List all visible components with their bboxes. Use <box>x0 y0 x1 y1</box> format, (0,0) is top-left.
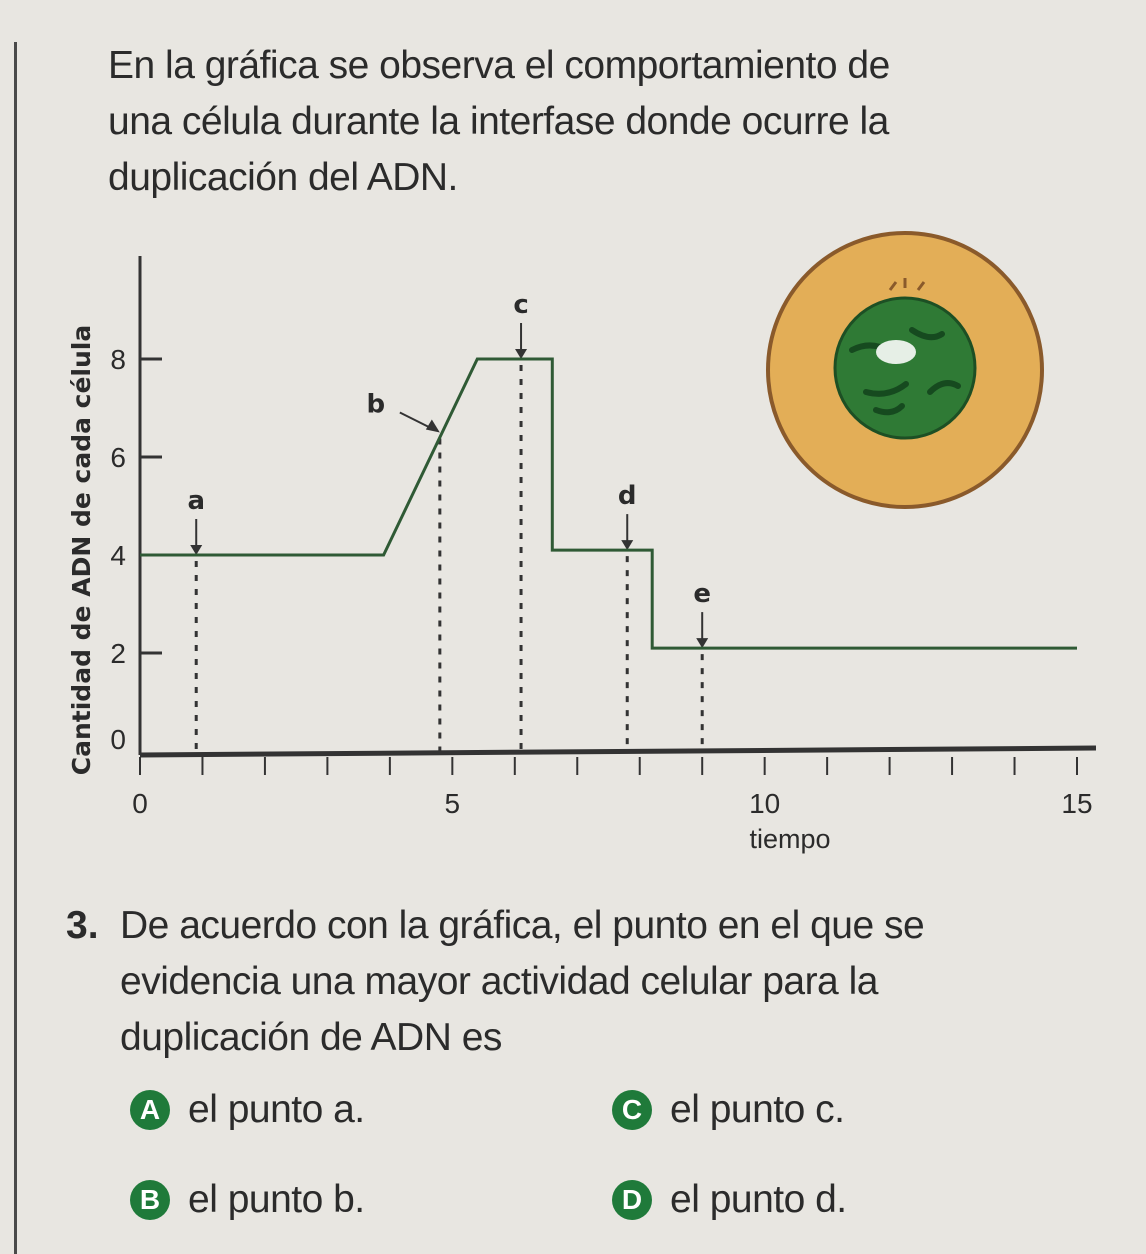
point-label-e: e <box>693 579 712 610</box>
option-b[interactable] <box>130 1178 365 1222</box>
point-label-c: c <box>513 290 529 320</box>
option-b-badge: B <box>130 1180 170 1220</box>
x-tick-label: 5 <box>444 788 461 819</box>
x-tick-label: 0 <box>132 788 148 819</box>
option-c[interactable] <box>612 1088 844 1132</box>
point-label-a: a <box>187 486 205 516</box>
x-tick-label: 15 <box>1061 788 1093 819</box>
question-text: De acuerdo con la gráfica, el punto en el que se evidencia una mayor actividad celular para la duplicación de ADN es <box>120 904 925 1059</box>
arrowhead-b <box>426 420 440 433</box>
option-d[interactable] <box>612 1178 847 1222</box>
intro-text: En la gráfica se observa el comportamiento de una célula durante la interfase donde ocurre la duplicación del ADN. <box>108 44 890 199</box>
option-d-badge: D <box>612 1180 652 1220</box>
cell-interphase-icon <box>768 233 1042 507</box>
y-tick-label: 6 <box>110 442 126 473</box>
y-tick-label: 8 <box>110 344 126 375</box>
point-label-b: b <box>366 389 386 420</box>
option-c-text: el punto c. <box>670 1088 845 1131</box>
x-axis-label: tiempo <box>749 824 831 854</box>
option-d-text: el punto d. <box>670 1178 847 1221</box>
y-tick-label: 4 <box>110 540 126 571</box>
point-label-d: d <box>617 481 637 512</box>
option-a-badge: A <box>130 1090 170 1130</box>
option-b-text: el punto b. <box>188 1178 365 1221</box>
option-a-text: el punto a. <box>188 1088 365 1131</box>
x-axis <box>140 748 1096 755</box>
option-a[interactable] <box>130 1088 365 1132</box>
y-tick-label: 0 <box>110 724 126 755</box>
option-c-badge: C <box>612 1090 652 1130</box>
x-tick-label: 10 <box>749 788 781 819</box>
y-axis-label: Cantidad de ADN de cada célula <box>67 324 96 776</box>
question-number: 3. <box>66 904 99 947</box>
y-tick-label: 2 <box>110 638 126 669</box>
